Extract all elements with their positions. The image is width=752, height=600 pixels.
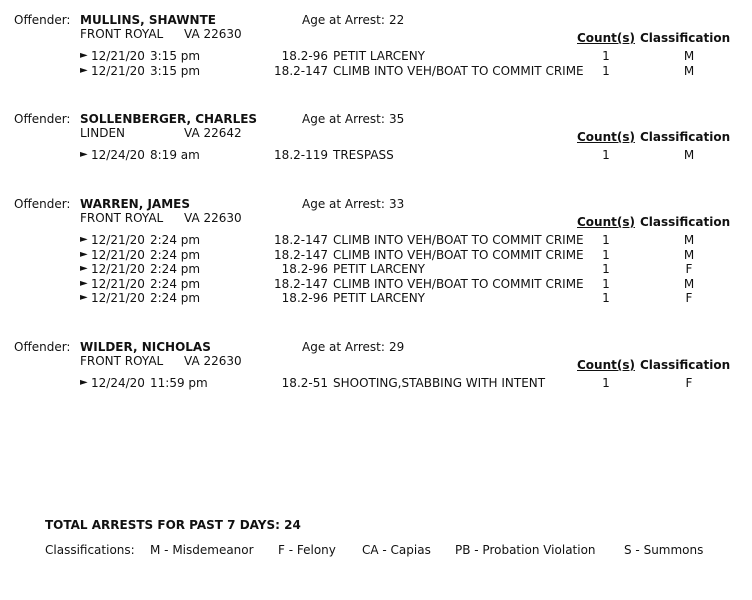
charge-count: 1 — [602, 49, 610, 63]
age-value: 33 — [389, 197, 405, 211]
legend-item: M - Misdemeanor — [150, 543, 254, 557]
arrow-icon: ► — [80, 277, 88, 289]
offender-name: WARREN, JAMES — [80, 197, 190, 211]
age-label: Age at Arrest: — [302, 13, 385, 27]
charge-description: TRESPASS — [333, 148, 394, 162]
legend-item: CA - Capias — [362, 543, 431, 557]
charge-code: 18.2-96 — [281, 291, 328, 305]
charge-time: 2:24 pm — [150, 262, 201, 276]
charge-date: 12/21/20 — [91, 262, 145, 276]
charge-class: M — [683, 148, 695, 162]
age-label: Age at Arrest: — [302, 197, 385, 211]
charge-code: 18.2-96 — [281, 262, 328, 276]
charge-description: PETIT LARCENY — [333, 262, 426, 276]
legend-item: F - Felony — [278, 543, 336, 557]
charge-time: 11:59 pm — [150, 376, 208, 390]
charge-description: SHOOTING,STABBING WITH INTENT — [333, 376, 546, 390]
age-value: 35 — [389, 112, 405, 126]
offender-label: Offender: — [14, 340, 71, 354]
total-arrests — [45, 518, 301, 532]
offender-city: LINDEN — [80, 126, 125, 140]
offender-state-zip: VA 22630 — [184, 354, 242, 368]
charge-date: 12/21/20 — [91, 49, 145, 63]
charge-time: 3:15 pm — [150, 63, 201, 78]
charge-count: 1 — [602, 233, 610, 247]
arrow-icon: ► — [80, 263, 88, 274]
charge-class: F — [685, 291, 693, 305]
charge-date: 12/24/20 — [91, 376, 145, 390]
charge-count: 1 — [602, 148, 610, 162]
counts-header: Count(s) — [577, 215, 635, 229]
charge-count: 1 — [602, 376, 610, 390]
charge-count: 1 — [602, 247, 610, 262]
charge-code: 18.2-147 — [274, 247, 328, 262]
offender-city: FRONT ROYAL — [80, 27, 164, 41]
arrow-icon: ► — [80, 50, 88, 61]
charge-description: PETIT LARCENY — [333, 291, 426, 305]
offender-label: Offender: — [14, 112, 71, 126]
charge-description: CLIMB INTO VEH/BOAT TO COMMIT CRIME — [333, 233, 584, 247]
arrow-icon: ► — [80, 64, 88, 76]
offender-state-zip: VA 22642 — [184, 126, 242, 140]
charge-date: 12/21/20 — [91, 291, 145, 305]
charge-date: 12/21/20 — [91, 247, 145, 262]
offender-city: FRONT ROYAL — [80, 354, 164, 368]
charge-time: 2:24 pm — [150, 233, 201, 247]
charge-class: M — [683, 63, 695, 78]
counts-header: Count(s) — [577, 130, 635, 144]
charge-date: 12/21/20 — [91, 63, 145, 78]
arrow-icon: ► — [80, 248, 88, 260]
age-value: 29 — [389, 340, 405, 354]
charge-time: 3:15 pm — [150, 49, 201, 63]
offender-name: WILDER, NICHOLAS — [80, 340, 211, 354]
counts-header: Count(s) — [577, 31, 635, 45]
charge-date: 12/21/20 — [91, 233, 145, 247]
legend-item: S - Summons — [624, 543, 704, 557]
charge-class: F — [685, 262, 693, 276]
age-label: Age at Arrest: — [302, 112, 385, 126]
charge-time: 8:19 am — [150, 148, 200, 162]
charge-class: M — [683, 233, 695, 247]
legend-item: PB - Probation Violation — [455, 543, 596, 557]
charge-date: 12/21/20 — [91, 276, 145, 291]
charge-code: 18.2-119 — [274, 148, 328, 162]
charge-class: M — [683, 276, 695, 291]
classification-legend-label: Classifications: — [45, 543, 135, 557]
charge-time: 2:24 pm — [150, 276, 201, 291]
charge-code: 18.2-147 — [274, 276, 328, 291]
charge-description: CLIMB INTO VEH/BOAT TO COMMIT CRIME — [333, 63, 584, 78]
total-arrests-value: 24 — [284, 518, 301, 532]
offender-state-zip: VA 22630 — [184, 27, 242, 41]
offender-label: Offender: — [14, 197, 71, 211]
arrow-icon: ► — [80, 149, 88, 160]
classification-header: Classification — [640, 215, 731, 229]
charge-code: 18.2-51 — [281, 376, 328, 390]
age-value: 22 — [389, 13, 405, 27]
charge-time: 2:24 pm — [150, 291, 201, 305]
charge-class: F — [685, 376, 693, 390]
classification-header: Classification — [640, 130, 731, 144]
offender-name: MULLINS, SHAWNTE — [80, 13, 216, 27]
age-label: Age at Arrest: — [302, 340, 385, 354]
total-arrests-label: TOTAL ARRESTS FOR PAST 7 DAYS: — [45, 518, 280, 532]
counts-header: Count(s) — [577, 358, 635, 372]
charge-count: 1 — [602, 63, 610, 78]
charge-count: 1 — [602, 262, 610, 276]
charge-code: 18.2-147 — [274, 233, 328, 247]
charge-count: 1 — [602, 291, 610, 305]
arrow-icon: ► — [80, 377, 88, 388]
classification-header: Classification — [640, 31, 731, 45]
offender-name: SOLLENBERGER, CHARLES — [80, 112, 258, 126]
charge-code: 18.2-147 — [274, 63, 328, 78]
charge-date: 12/24/20 — [91, 148, 145, 162]
charge-description: PETIT LARCENY — [333, 49, 426, 63]
charge-class: M — [683, 49, 695, 63]
charge-class: M — [683, 247, 695, 262]
charge-time: 2:24 pm — [150, 247, 201, 262]
offender-city: FRONT ROYAL — [80, 211, 164, 225]
arrow-icon: ► — [80, 292, 88, 303]
arrow-icon: ► — [80, 234, 88, 245]
offender-state-zip: VA 22630 — [184, 211, 242, 225]
offender-label: Offender: — [14, 13, 71, 27]
charge-description: CLIMB INTO VEH/BOAT TO COMMIT CRIME — [333, 247, 584, 262]
charge-count: 1 — [602, 276, 610, 291]
classification-header: Classification — [640, 358, 731, 372]
charge-code: 18.2-96 — [281, 49, 328, 63]
charge-description: CLIMB INTO VEH/BOAT TO COMMIT CRIME — [333, 276, 584, 291]
